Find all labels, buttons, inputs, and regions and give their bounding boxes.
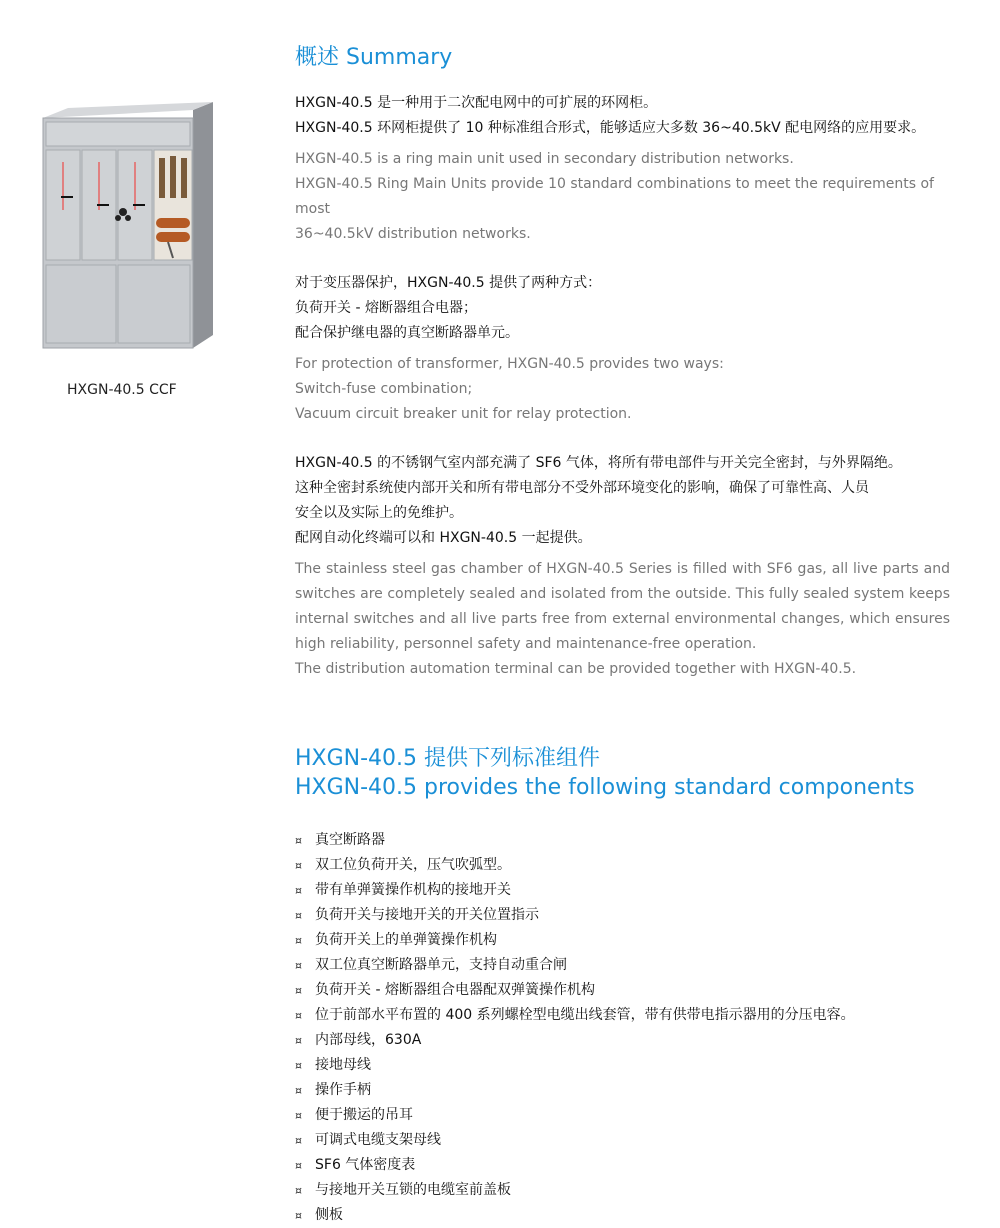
list-item-text: 便于搬运的吊耳 bbox=[315, 1107, 413, 1123]
bullet-icon: ¤ bbox=[295, 959, 302, 972]
bullet-icon: ¤ bbox=[295, 1184, 302, 1197]
summary-p2-zh-1: 对于变压器保护，HXGN-40.5 提供了两种方式： bbox=[295, 275, 602, 291]
list-item bbox=[295, 928, 950, 953]
list-item bbox=[295, 1028, 950, 1053]
list-item-text: SF6 气体密度表 bbox=[315, 1157, 416, 1173]
list-item-text: 带有单弹簧操作机构的接地开关 bbox=[315, 882, 511, 898]
summary-p3-zh-3: 安全以及实际上的免维护。 bbox=[295, 505, 463, 521]
bullet-icon: ¤ bbox=[295, 884, 302, 897]
summary-p2-en-1: For protection of transformer, HXGN-40.5 provides two ways: bbox=[295, 356, 724, 372]
list-item-text: 双工位真空断路器单元，支持自动重合闸 bbox=[315, 957, 567, 973]
bullet-icon: ¤ bbox=[295, 984, 302, 997]
main-content bbox=[295, 40, 950, 1228]
summary-p1-en-1: HXGN-40.5 is a ring main unit used in secondary distribution networks. bbox=[295, 151, 794, 167]
summary-p3-zh-1: HXGN-40.5 的不锈钢气室内部充满了 SF6 气体，将所有带电部件与开关完全密封，与外界隔绝。 bbox=[295, 455, 902, 471]
summary-p3-zh-4: 配网自动化终端可以和 HXGN-40.5 一起提供。 bbox=[295, 530, 592, 546]
components-title-en: HXGN-40.5 provides the following standard components bbox=[295, 775, 915, 800]
list-item-text: 负荷开关与接地开关的开关位置指示 bbox=[315, 907, 539, 923]
list-item-text: 内部母线，630A bbox=[315, 1032, 422, 1048]
list-item bbox=[295, 1053, 950, 1078]
summary-p2-en-2: Switch-fuse combination; bbox=[295, 381, 473, 397]
summary-p1-zh-2: HXGN-40.5 环网柜提供了 10 种标准组合形式，能够适应大多数 36~40.5kV 配电网络的应用要求。 bbox=[295, 120, 926, 136]
bullet-icon: ¤ bbox=[295, 1009, 302, 1022]
list-item bbox=[295, 1153, 950, 1178]
summary-p2-en-3: Vacuum circuit breaker unit for relay protection. bbox=[295, 406, 632, 422]
summary-p1-en-2: HXGN-40.5 Ring Main Units provide 10 standard combinations to meet the requirements of most bbox=[295, 176, 934, 217]
list-item-text: 负荷开关 - 熔断器组合电器配双弹簧操作机构 bbox=[315, 982, 595, 998]
list-item bbox=[295, 1178, 950, 1203]
bullet-icon: ¤ bbox=[295, 859, 302, 872]
summary-p1-en-3: 36~40.5kV distribution networks. bbox=[295, 226, 531, 242]
components-title-zh: HXGN-40.5 提供下列标准组件 bbox=[295, 746, 601, 771]
bullet-icon: ¤ bbox=[295, 1034, 302, 1047]
list-item bbox=[295, 953, 950, 978]
summary-p2-zh-3: 配合保护继电器的真空断路器单元。 bbox=[295, 325, 519, 341]
figure-caption: HXGN-40.5 CCF bbox=[67, 382, 177, 398]
bullet-icon: ¤ bbox=[295, 1084, 302, 1097]
list-item bbox=[295, 878, 950, 903]
bullet-icon: ¤ bbox=[295, 1209, 302, 1222]
bullet-icon: ¤ bbox=[295, 834, 302, 847]
list-item bbox=[295, 828, 950, 853]
list-item-text: 双工位负荷开关，压气吹弧型。 bbox=[315, 857, 511, 873]
summary-p3-en-2: The distribution automation terminal can be provided together with HXGN-40.5. bbox=[295, 661, 857, 677]
list-item bbox=[295, 1003, 950, 1028]
bullet-icon: ¤ bbox=[295, 1109, 302, 1122]
summary-p2-zh-2: 负荷开关 - 熔断器组合电器； bbox=[295, 300, 477, 316]
list-item bbox=[295, 978, 950, 1003]
bullet-icon: ¤ bbox=[295, 909, 302, 922]
list-item-text: 负荷开关上的单弹簧操作机构 bbox=[315, 932, 497, 948]
bullet-icon: ¤ bbox=[295, 1059, 302, 1072]
list-item-text: 操作手柄 bbox=[315, 1082, 371, 1098]
bullet-icon: ¤ bbox=[295, 934, 302, 947]
list-item-text: 与接地开关互锁的电缆室前盖板 bbox=[315, 1182, 511, 1198]
summary-title: 概述 Summary bbox=[295, 45, 453, 70]
list-item bbox=[295, 1128, 950, 1153]
bullet-icon: ¤ bbox=[295, 1134, 302, 1147]
list-item-text: 真空断路器 bbox=[315, 832, 385, 848]
list-item-text: 可调式电缆支架母线 bbox=[315, 1132, 441, 1148]
list-item-text: 接地母线 bbox=[315, 1057, 371, 1073]
list-item bbox=[295, 853, 950, 878]
list-item-text: 侧板 bbox=[315, 1207, 343, 1223]
summary-p3-zh-2: 这种全密封系统使内部开关和所有带电部分不受外部环境变化的影响，确保了可靠性高、人员 bbox=[295, 480, 869, 496]
list-item-text: 位于前部水平布置的 400 系列螺栓型电缆出线套管，带有供带电指示器用的分压电容。 bbox=[315, 1007, 855, 1023]
component-list bbox=[295, 828, 950, 1228]
list-item bbox=[295, 903, 950, 928]
list-item bbox=[295, 1103, 950, 1128]
list-item bbox=[295, 1203, 950, 1228]
summary-p3-en: The stainless steel gas chamber of HXGN-40.5 Series is filled with SF6 gas, all live parts and switches are completely sealed and isolated from the outside. This fully sealed system keeps internal switches and all live parts free from external environmental changes, which ensures high reliability, personnel safety and maintenance-free operation. bbox=[295, 561, 950, 652]
summary-p1-zh-1: HXGN-40.5 是一种用于二次配电网中的可扩展的环网柜。 bbox=[295, 95, 658, 111]
product-image bbox=[28, 100, 228, 365]
bullet-icon: ¤ bbox=[295, 1159, 302, 1172]
list-item bbox=[295, 1078, 950, 1103]
